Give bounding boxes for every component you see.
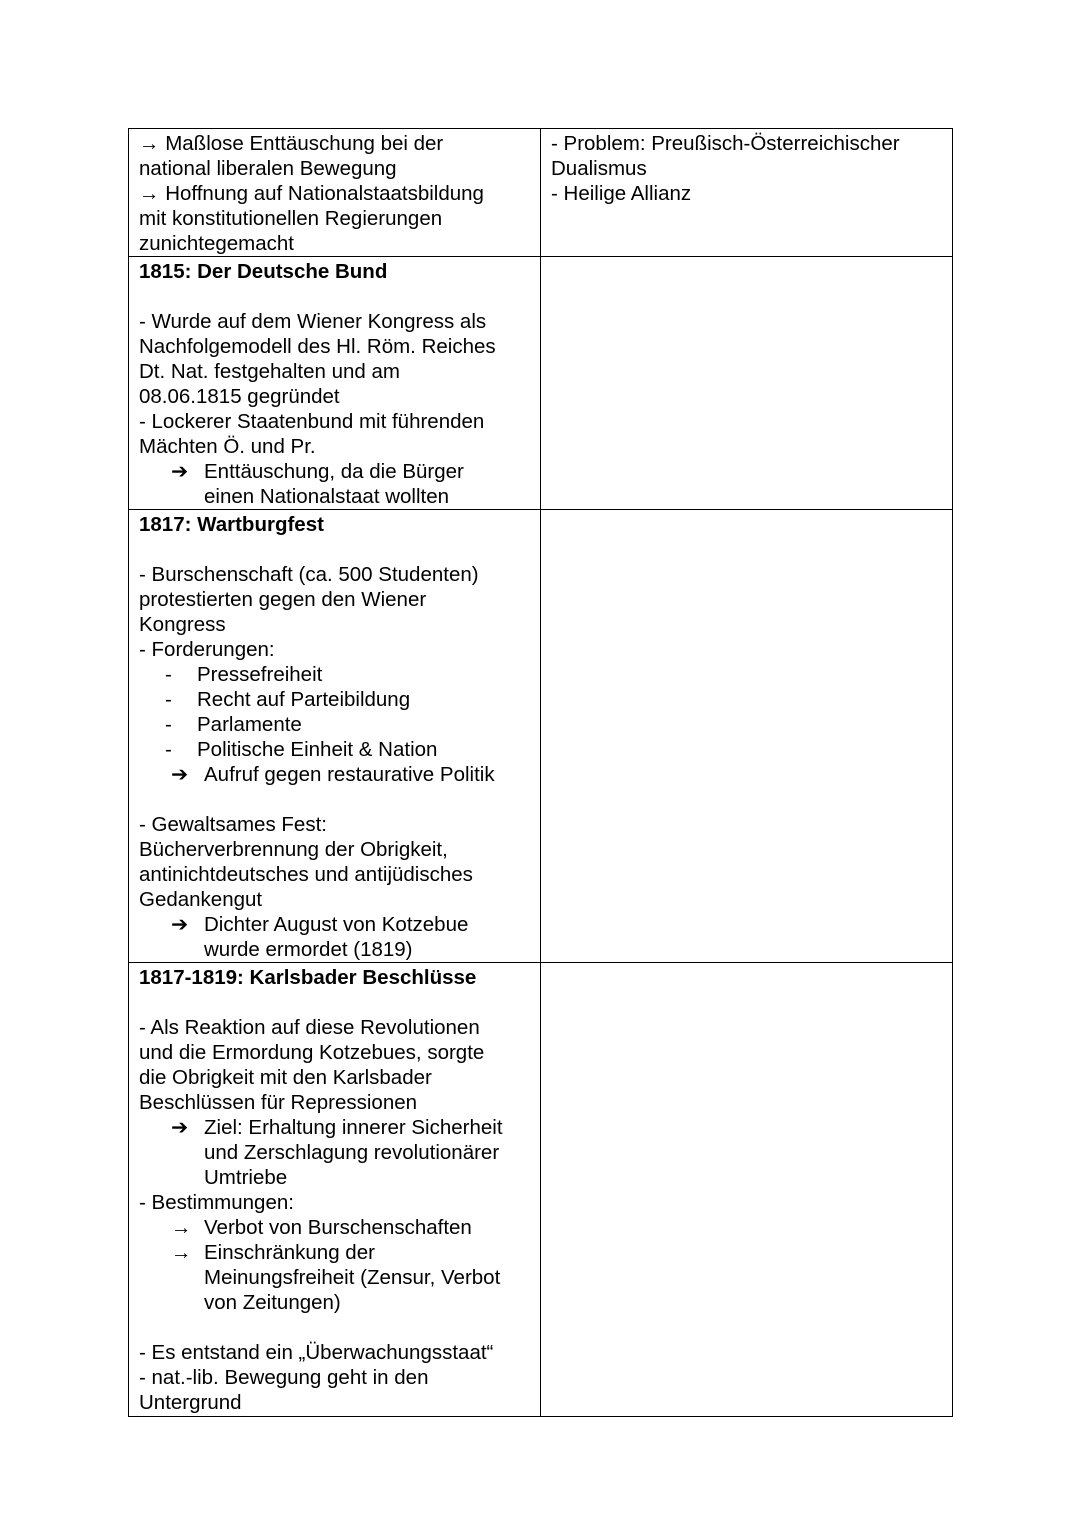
- right-cell: [541, 257, 953, 510]
- blank-line: [139, 990, 530, 1015]
- arrow-bullet-line: [139, 1215, 530, 1240]
- bullet-text: Dichter August von Kotzebue: [204, 913, 469, 936]
- continuation-line: Meinungsfreiheit (Zensur, Verbot: [204, 1266, 501, 1289]
- text-line: und die Ermordung Kotzebues, sorgte: [139, 1041, 485, 1064]
- arrow-bullet-line: [139, 762, 530, 787]
- blank-line: [139, 537, 530, 562]
- bullet-text: Verbot von Burschenschaften: [204, 1216, 472, 1239]
- text-line: protestierten gegen den Wiener: [139, 588, 427, 611]
- notes-table: [128, 128, 953, 1417]
- table-row: [129, 510, 953, 963]
- text-line: - Gewaltsames Fest:: [139, 813, 327, 836]
- table-row: [129, 257, 953, 510]
- text-line: - Bestimmungen:: [139, 1191, 294, 1214]
- right-cell: [541, 510, 953, 963]
- bullet-text: Pressefreiheit: [197, 663, 323, 686]
- table-row: [129, 129, 953, 257]
- arrow-icon: →: [171, 1241, 192, 1264]
- table-row: [129, 963, 953, 1417]
- arrow-bullet-line: [139, 459, 530, 484]
- dash-marker: -: [165, 738, 172, 761]
- bullet-text: Aufruf gegen restaurative Politik: [204, 763, 495, 786]
- text-line: - Es entstand ein „Überwachungsstaat“: [139, 1341, 494, 1364]
- arrow-bullet-line: [139, 1240, 530, 1265]
- text-line: → Maßlose Enttäuschung bei der: [139, 132, 444, 155]
- left-cell: [129, 129, 541, 257]
- right-cell: [541, 963, 953, 1417]
- text-line: Kongress: [139, 613, 226, 636]
- bullet-text: Einschränkung der: [204, 1241, 375, 1264]
- bullet-text: Parlamente: [197, 713, 302, 736]
- text-line: - Als Reaktion auf diese Revolutionen: [139, 1016, 480, 1039]
- continuation-line: einen Nationalstaat wollten: [204, 485, 450, 508]
- text-line: Gedankengut: [139, 888, 263, 911]
- arrow-icon: ➔: [171, 763, 189, 786]
- dash-marker: -: [165, 713, 172, 736]
- continuation-line: wurde ermordet (1819): [204, 938, 413, 961]
- text-line: Nachfolgemodell des Hl. Röm. Reiches: [139, 335, 496, 358]
- text-line: - Heilige Allianz: [551, 182, 692, 205]
- text-line: zunichtegemacht: [139, 232, 294, 255]
- continuation-line: Umtriebe: [204, 1166, 288, 1189]
- bullet-text: Politische Einheit & Nation: [197, 738, 438, 761]
- notes-table-body: [129, 129, 953, 1417]
- section-heading: 1817-1819: Karlsbader Beschlüsse: [139, 966, 477, 989]
- section-heading: 1815: Der Deutsche Bund: [139, 260, 388, 283]
- text-line: - Lockerer Staatenbund mit führenden: [139, 410, 485, 433]
- text-line: - Wurde auf dem Wiener Kongress als: [139, 310, 487, 333]
- arrow-bullet-line: [139, 912, 530, 937]
- arrow-icon: ➔: [171, 460, 189, 483]
- arrow-icon: →: [171, 1216, 192, 1239]
- text-line: 08.06.1815 gegründet: [139, 385, 340, 408]
- text-line: die Obrigkeit mit den Karlsbader: [139, 1066, 432, 1089]
- text-line: Dualismus: [551, 157, 647, 180]
- dash-bullet-line: [139, 737, 530, 762]
- dash-marker: -: [165, 688, 172, 711]
- right-cell: [541, 129, 953, 257]
- text-line: Mächten Ö. und Pr.: [139, 435, 316, 458]
- arrow-icon: ➔: [171, 913, 189, 936]
- text-line: Bücherverbrennung der Obrigkeit,: [139, 838, 448, 861]
- text-line: mit konstitutionellen Regierungen: [139, 207, 443, 230]
- text-line: - nat.-lib. Bewegung geht in den: [139, 1366, 429, 1389]
- arrow-icon: ➔: [171, 1116, 189, 1139]
- text-line: antinichtdeutsches und antijüdisches: [139, 863, 473, 886]
- text-line: → Hoffnung auf Nationalstaatsbildung: [139, 182, 484, 205]
- continuation-line: von Zeitungen): [204, 1291, 341, 1314]
- blank-line: [139, 1315, 530, 1340]
- bullet-text: Enttäuschung, da die Bürger: [204, 460, 464, 483]
- text-line: Beschlüssen für Repressionen: [139, 1091, 418, 1114]
- bullet-text: Ziel: Erhaltung innerer Sicherheit: [204, 1116, 503, 1139]
- left-cell: [129, 257, 541, 510]
- blank-line: [139, 284, 530, 309]
- blank-line: [139, 787, 530, 812]
- text-line: - Problem: Preußisch-Österreichischer: [551, 132, 900, 155]
- dash-bullet-line: [139, 712, 530, 737]
- text-line: Dt. Nat. festgehalten und am: [139, 360, 400, 383]
- arrow-bullet-line: [139, 1115, 530, 1140]
- left-cell: [129, 510, 541, 963]
- bullet-text: Recht auf Parteibildung: [197, 688, 411, 711]
- dash-bullet-line: [139, 687, 530, 712]
- left-cell: [129, 963, 541, 1417]
- text-line: - Forderungen:: [139, 638, 275, 661]
- text-line: - Burschenschaft (ca. 500 Studenten): [139, 563, 479, 586]
- continuation-line: und Zerschlagung revolutionärer: [204, 1141, 500, 1164]
- text-line: national liberalen Bewegung: [139, 157, 397, 180]
- section-heading: 1817: Wartburgfest: [139, 513, 324, 536]
- dash-marker: -: [165, 663, 172, 686]
- dash-bullet-line: [139, 662, 530, 687]
- text-line: Untergrund: [139, 1391, 242, 1414]
